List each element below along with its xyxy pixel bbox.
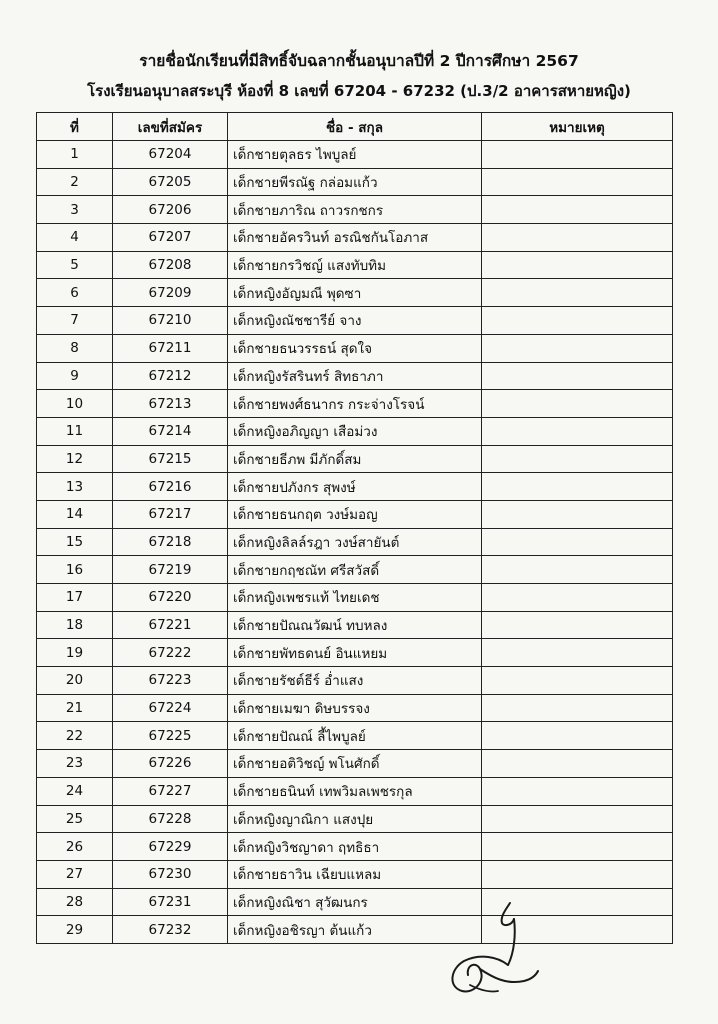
cell-application-id: 67216 (113, 473, 228, 501)
table-row (37, 528, 673, 556)
cell-remarks (482, 196, 673, 224)
table-row (37, 611, 673, 639)
cell-remarks (482, 500, 673, 528)
table-body (37, 141, 673, 944)
cell-remarks (482, 224, 673, 252)
cell-student-name: เด็กชายรัชต์ธีร์ อ่ำแสง (228, 667, 482, 695)
cell-number: 14 (37, 500, 113, 528)
cell-application-id: 67232 (113, 916, 228, 944)
cell-student-name: เด็กชายตุลธร ไพบูลย์ (228, 141, 482, 169)
cell-remarks (482, 417, 673, 445)
table-row (37, 833, 673, 861)
cell-student-name: เด็กหญิงเพชรแท้ ไทยเดช (228, 584, 482, 612)
cell-student-name: เด็กชายพีรณัฐ กล่อมแก้ว (228, 168, 482, 196)
cell-student-name: เด็กชายปัณณ์ ลี้ไพบูลย์ (228, 722, 482, 750)
cell-remarks (482, 528, 673, 556)
table-row (37, 473, 673, 501)
cell-student-name: เด็กชายอัครวินท์ อรณิชกันโอภาส (228, 224, 482, 252)
cell-application-id: 67229 (113, 833, 228, 861)
cell-remarks (482, 584, 673, 612)
table-row (37, 722, 673, 750)
cell-number: 28 (37, 888, 113, 916)
cell-application-id: 67230 (113, 860, 228, 888)
cell-student-name: เด็กชายภาริณ ถาวรกชกร (228, 196, 482, 224)
table-row (37, 667, 673, 695)
table-row (37, 417, 673, 445)
column-header-application-id: เลขที่สมัคร (113, 113, 228, 141)
cell-remarks (482, 251, 673, 279)
cell-number: 9 (37, 362, 113, 390)
cell-number: 10 (37, 390, 113, 418)
handwritten-signature (440, 895, 550, 1005)
cell-application-id: 67231 (113, 888, 228, 916)
cell-application-id: 67206 (113, 196, 228, 224)
cell-number: 11 (37, 417, 113, 445)
document-title: รายชื่อนักเรียนที่มีสิทธิ์จับฉลากชั้นอนุบาลปีที่ 2 ปีการศึกษา 2567 (139, 52, 579, 70)
cell-number: 13 (37, 473, 113, 501)
cell-application-id: 67211 (113, 334, 228, 362)
cell-number: 27 (37, 860, 113, 888)
cell-student-name: เด็กหญิงลิลล์รฎา วงษ์สายันต์ (228, 528, 482, 556)
cell-remarks (482, 611, 673, 639)
cell-student-name: เด็กชายเมฆา ดิษบรรจง (228, 694, 482, 722)
table-row (37, 750, 673, 778)
cell-number: 29 (37, 916, 113, 944)
student-roster-table (36, 112, 673, 944)
cell-remarks (482, 777, 673, 805)
cell-student-name: เด็กชายปภังกร สุพงษ์ (228, 473, 482, 501)
cell-student-name: เด็กหญิงณิชา สุวัฒนกร (228, 888, 482, 916)
cell-application-id: 67215 (113, 445, 228, 473)
cell-application-id: 67225 (113, 722, 228, 750)
cell-number: 1 (37, 141, 113, 169)
cell-student-name: เด็กหญิงรัสรินทร์ สิทธาภา (228, 362, 482, 390)
cell-application-id: 67218 (113, 528, 228, 556)
table-row (37, 196, 673, 224)
cell-remarks (482, 556, 673, 584)
cell-student-name: เด็กชายธาวิน เฉียบแหลม (228, 860, 482, 888)
table-row (37, 251, 673, 279)
table-row (37, 224, 673, 252)
cell-number: 2 (37, 168, 113, 196)
cell-application-id: 67210 (113, 307, 228, 335)
column-header-remarks: หมายเหตุ (482, 113, 673, 141)
cell-remarks (482, 722, 673, 750)
cell-student-name: เด็กชายธนวรรธน์ สุดใจ (228, 334, 482, 362)
cell-number: 20 (37, 667, 113, 695)
cell-remarks (482, 445, 673, 473)
cell-number: 24 (37, 777, 113, 805)
cell-application-id: 67213 (113, 390, 228, 418)
cell-student-name: เด็กชายปัณณวัฒน์ ทบหลง (228, 611, 482, 639)
cell-remarks (482, 860, 673, 888)
cell-remarks (482, 833, 673, 861)
cell-number: 25 (37, 805, 113, 833)
cell-number: 7 (37, 307, 113, 335)
cell-student-name: เด็กชายกรวิชญ์ แสงทับทิม (228, 251, 482, 279)
cell-application-id: 67224 (113, 694, 228, 722)
cell-student-name: เด็กหญิงอชิรญา ต้นแก้ว (228, 916, 482, 944)
cell-remarks (482, 805, 673, 833)
cell-remarks (482, 667, 673, 695)
cell-application-id: 67212 (113, 362, 228, 390)
cell-number: 4 (37, 224, 113, 252)
table-row (37, 556, 673, 584)
table-row (37, 860, 673, 888)
cell-student-name: เด็กชายพงศ์ธนากร กระจ่างโรจน์ (228, 390, 482, 418)
table-row (37, 445, 673, 473)
cell-remarks (482, 750, 673, 778)
table-row (37, 694, 673, 722)
column-header-name: ชื่อ - สกุล (228, 113, 482, 141)
cell-application-id: 67214 (113, 417, 228, 445)
table-row (37, 390, 673, 418)
cell-number: 26 (37, 833, 113, 861)
cell-student-name: เด็กหญิงญาณิกา แสงปุย (228, 805, 482, 833)
cell-student-name: เด็กหญิงอภิญญา เสือม่วง (228, 417, 482, 445)
cell-remarks (482, 334, 673, 362)
cell-remarks (482, 362, 673, 390)
cell-number: 18 (37, 611, 113, 639)
cell-student-name: เด็กหญิงณัชชารีย์ จาง (228, 307, 482, 335)
cell-number: 17 (37, 584, 113, 612)
cell-student-name: เด็กชายธีภพ มีภักดิ์สม (228, 445, 482, 473)
cell-application-id: 67205 (113, 168, 228, 196)
table-row (37, 777, 673, 805)
cell-number: 15 (37, 528, 113, 556)
cell-remarks (482, 473, 673, 501)
table-header-row (37, 113, 673, 141)
cell-remarks (482, 141, 673, 169)
cell-application-id: 67219 (113, 556, 228, 584)
cell-application-id: 67220 (113, 584, 228, 612)
table-row (37, 168, 673, 196)
cell-number: 5 (37, 251, 113, 279)
cell-application-id: 67227 (113, 777, 228, 805)
table-row (37, 888, 673, 916)
column-header-number: ที่ (37, 113, 113, 141)
table-row (37, 279, 673, 307)
cell-remarks (482, 307, 673, 335)
cell-number: 21 (37, 694, 113, 722)
cell-application-id: 67226 (113, 750, 228, 778)
cell-student-name: เด็กชายกฤชณัท ศรีสวัสดิ์ (228, 556, 482, 584)
cell-application-id: 67208 (113, 251, 228, 279)
cell-application-id: 67217 (113, 500, 228, 528)
cell-student-name: เด็กหญิงวิชญาดา ฤทธิธา (228, 833, 482, 861)
table-row (37, 500, 673, 528)
cell-student-name: เด็กชายธนินท์ เทพวิมลเพชรกุล (228, 777, 482, 805)
cell-application-id: 67222 (113, 639, 228, 667)
table-row (37, 584, 673, 612)
cell-number: 3 (37, 196, 113, 224)
cell-number: 12 (37, 445, 113, 473)
cell-remarks (482, 279, 673, 307)
cell-application-id: 67221 (113, 611, 228, 639)
table-row (37, 307, 673, 335)
cell-remarks (482, 168, 673, 196)
cell-application-id: 67209 (113, 279, 228, 307)
table-row (37, 141, 673, 169)
cell-student-name: เด็กชายพัทธดนย์ อินแหยม (228, 639, 482, 667)
cell-student-name: เด็กหญิงอัญมณี พุดซา (228, 279, 482, 307)
cell-number: 16 (37, 556, 113, 584)
cell-remarks (482, 639, 673, 667)
table-row (37, 639, 673, 667)
cell-number: 6 (37, 279, 113, 307)
cell-application-id: 67207 (113, 224, 228, 252)
cell-number: 19 (37, 639, 113, 667)
cell-number: 23 (37, 750, 113, 778)
cell-remarks (482, 390, 673, 418)
document-subtitle: โรงเรียนอนุบาลสระบุรี ห้องที่ 8 เลขที่ 67204 - 67232 (ป.3/2 อาคารสหายหญิง) (87, 82, 631, 100)
cell-student-name: เด็กชายอติวิชญ์ พโนศักดิ์ (228, 750, 482, 778)
table-row (37, 916, 673, 944)
cell-application-id: 67223 (113, 667, 228, 695)
table-row (37, 805, 673, 833)
cell-number: 22 (37, 722, 113, 750)
cell-application-id: 67228 (113, 805, 228, 833)
table-row (37, 362, 673, 390)
cell-number: 8 (37, 334, 113, 362)
cell-student-name: เด็กชายธนกฤต วงษ์มอญ (228, 500, 482, 528)
cell-application-id: 67204 (113, 141, 228, 169)
cell-remarks (482, 694, 673, 722)
table-row (37, 334, 673, 362)
